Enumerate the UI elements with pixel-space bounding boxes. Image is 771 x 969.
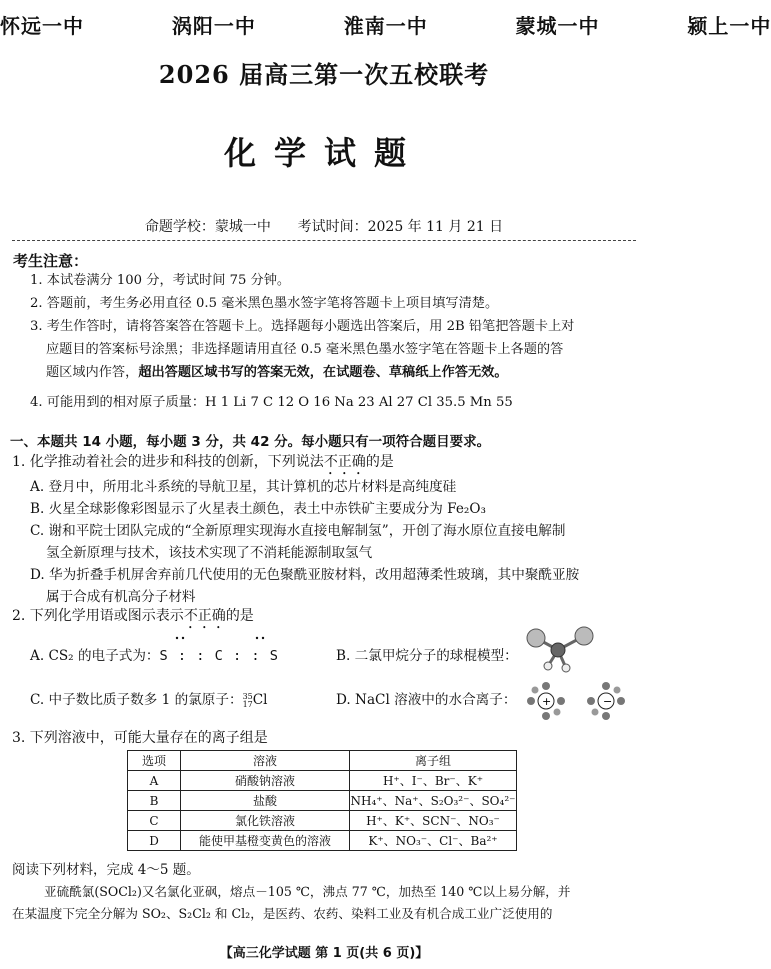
reading-paragraph-2: 在某温度下完全分解为 SO₂、S₂Cl₂ 和 Cl₂，是医药、农药、染料工业及有机合成工业广泛使用的 bbox=[12, 906, 553, 921]
question-3-stem: 3. 下列溶液中，可能大量存在的离子组是 bbox=[12, 730, 268, 746]
notice-item-3-cont: 应题目的答案标号涂黑；非选择题请用直径 0.5 毫米黑色墨水签字笔在答题卡上各题的答 bbox=[46, 342, 564, 357]
cs2-electron-formula: S : : C : : S bbox=[159, 648, 279, 664]
q1-option-b: B. 火星全球影像彩图显示了火星表土颜色，表土中赤铁矿主要成分为 Fe₂O₃ bbox=[30, 501, 486, 517]
hydrated-ion-icon bbox=[514, 680, 634, 722]
reading-intro: 阅读下列材料，完成 4～5 题。 bbox=[12, 862, 200, 878]
notice-item-3: 3. 考生作答时，请将答案答在答题卡上。选择题每小题选出答案后，用 2B 铅笔把答题卡上对 bbox=[30, 319, 575, 334]
page-footer: 【高三化学试题 第 1 页(共 6 页)】 bbox=[219, 946, 429, 961]
exam-meta bbox=[0, 216, 648, 236]
meta-school: 命题学校：蒙城一中 bbox=[144, 219, 271, 235]
q1-option-d: D. 华为折叠手机屏舍弃前几代使用的无色聚酰亚胺材料，改用超薄柔性玻璃，其中聚酰亚胺 bbox=[30, 567, 580, 583]
notice-item-3-end: 题区域内作答，超出答题区域书写的答案无效，在试题卷、草稿纸上作答无效。 bbox=[46, 365, 508, 380]
ball-stick-model-icon bbox=[520, 622, 600, 674]
q2-option-b: B. 二氯甲烷分子的球棍模型： bbox=[336, 648, 518, 664]
divider bbox=[12, 240, 636, 241]
q1-option-c: C. 谢和平院士团队完成的“全新原理实现海水直接电解制氢”，开创了海水原位直接电解制 bbox=[30, 523, 566, 539]
notice-heading: 考生注意： bbox=[13, 252, 89, 270]
table-header-row bbox=[128, 751, 517, 771]
svg-text:+: + bbox=[542, 695, 552, 708]
notice-item-2: 2. 答题前，考生务必用直径 0.5 毫米黑色墨水签字笔将答题卡上项目填写清楚。 bbox=[30, 296, 499, 311]
table-row: C 氯化铁溶液 H⁺、K⁺、SCN⁻、NO₃⁻ bbox=[128, 811, 517, 831]
table-row: D 能使甲基橙变黄色的溶液 K⁺、NO₃⁻、Cl⁻、Ba²⁺ bbox=[128, 831, 517, 851]
notice-warning: 超出答题区域书写的答案无效，在试题卷、草稿纸上作答无效。 bbox=[138, 365, 508, 380]
question-1-stem: 1. 化学推动着社会的进步和科技的创新，下列说法不正确的是 bbox=[12, 454, 394, 470]
meta-time: 考试时间：2025 年 11 月 21 日 bbox=[297, 219, 504, 235]
section-heading: 一、本题共 14 小题，每小题 3 分，共 42 分。每小题只有一项符合题目要求。 bbox=[10, 434, 491, 450]
q1-option-d-cont: 属于合成有机高分子材料 bbox=[46, 589, 196, 605]
chlorine-isotope-numbers: 35 17 bbox=[242, 691, 253, 709]
ion-table bbox=[127, 750, 517, 851]
header-ions: 离子组 bbox=[350, 751, 517, 771]
header-solution: 溶液 bbox=[181, 751, 350, 771]
svg-text:−: − bbox=[603, 695, 613, 708]
exam-title: 2026 届高三第一次五校联考 bbox=[158, 60, 490, 89]
q2-option-c: C. 中子数比质子数多 1 的氯原子： 35 17 Cl bbox=[30, 691, 268, 709]
table-row: B 盐酸 NH₄⁺、Na⁺、S₂O₃²⁻、SO₄²⁻ bbox=[128, 791, 517, 811]
notice-item-1: 1. 本试卷满分 100 分，考试时间 75 分钟。 bbox=[30, 273, 291, 288]
question-2-stem: 2. 下列化学用语或图示表示不正确的是 bbox=[12, 608, 254, 624]
q2-option-d: D. NaCl 溶液中的水合离子： bbox=[336, 692, 517, 708]
notice-item-4: 4. 可能用到的相对原子质量：H 1 Li 7 C 12 O 16 Na 23 Al 27 Cl 35.5 Mn 55 bbox=[30, 395, 513, 410]
reading-paragraph-1: 亚硫酰氯(SOCl₂)又名氯化亚砜，熔点－105 ℃，沸点 77 ℃，加热至 140 ℃以上易分解，并 bbox=[44, 884, 571, 899]
header-option: 选项 bbox=[128, 751, 181, 771]
subject-title: 化学试题 bbox=[223, 134, 424, 172]
q1-option-a: A. 登月中，所用北斗系统的导航卫星，其计算机的芯片材料是高纯度硅 bbox=[30, 479, 457, 495]
q1-option-c-cont: 氢全新原理与技术，该技术实现了不消耗能源制取氢气 bbox=[46, 545, 373, 561]
table-row: A 硝酸钠溶液 H⁺、I⁻、Br⁻、K⁺ bbox=[128, 771, 517, 791]
q2-option-a: A. CS₂ 的电子式为：S : : C : : S bbox=[30, 648, 279, 664]
school-names: 怀远一中 涡阳一中 淮南一中 蒙城一中 颍上一中 bbox=[0, 14, 771, 38]
cs2-lone-pairs bbox=[163, 630, 283, 644]
